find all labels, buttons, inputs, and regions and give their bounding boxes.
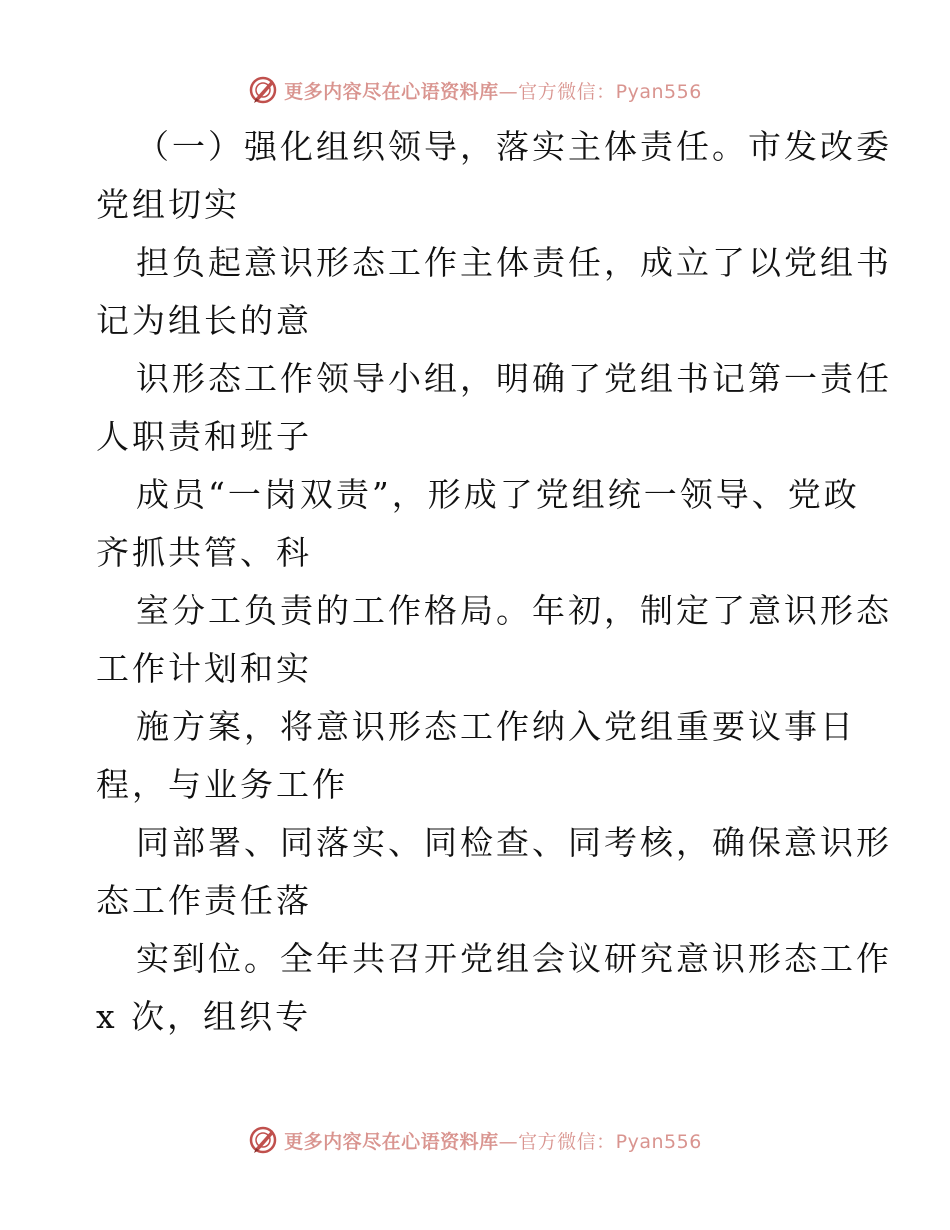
text-line: 人职责和班子 <box>96 417 312 456</box>
watermark-wechat-label: —官方微信：Pyan556 <box>498 1130 702 1153</box>
text-line: 成员“一岗双责”，形成了党组统一领导、党政 <box>136 475 860 514</box>
watermark-wechat-label: —官方微信：Pyan556 <box>498 80 702 103</box>
watermark-text <box>284 1127 702 1154</box>
text-line: x 次，组织专 <box>96 997 312 1036</box>
text-line: （一）强化组织领导，落实主体责任。市发改委 <box>136 127 892 166</box>
text-line: 态工作责任落 <box>96 881 312 920</box>
quill-pen-logo-icon <box>248 1125 278 1155</box>
text-line: 施方案，将意识形态工作纳入党组重要议事日 <box>136 707 856 746</box>
quill-pen-logo-icon <box>248 75 278 105</box>
footer-watermark-banner <box>0 1122 950 1158</box>
watermark-site-label: 更多内容尽在心语资料库 <box>284 1130 499 1153</box>
text-line: 识形态工作领导小组，明确了党组书记第一责任 <box>136 359 892 398</box>
text-line: 齐抓共管、科 <box>96 533 312 572</box>
text-line: 担负起意识形态工作主体责任，成立了以党组书 <box>136 243 892 282</box>
text-line: 同部署、同落实、同检查、同考核，确保意识形 <box>136 823 892 862</box>
document-body <box>96 118 892 1046</box>
text-line: 实到位。全年共召开党组会议研究意识形态工作 <box>136 939 892 978</box>
watermark-text <box>284 77 702 104</box>
text-line: 记为组长的意 <box>96 301 312 340</box>
text-line: 程，与业务工作 <box>96 765 348 804</box>
text-line: 党组切实 <box>96 185 240 224</box>
text-line: 工作计划和实 <box>96 649 312 688</box>
header-watermark-banner <box>0 72 950 108</box>
watermark-site-label: 更多内容尽在心语资料库 <box>284 80 499 103</box>
text-line: 室分工负责的工作格局。年初，制定了意识形态 <box>136 591 892 630</box>
